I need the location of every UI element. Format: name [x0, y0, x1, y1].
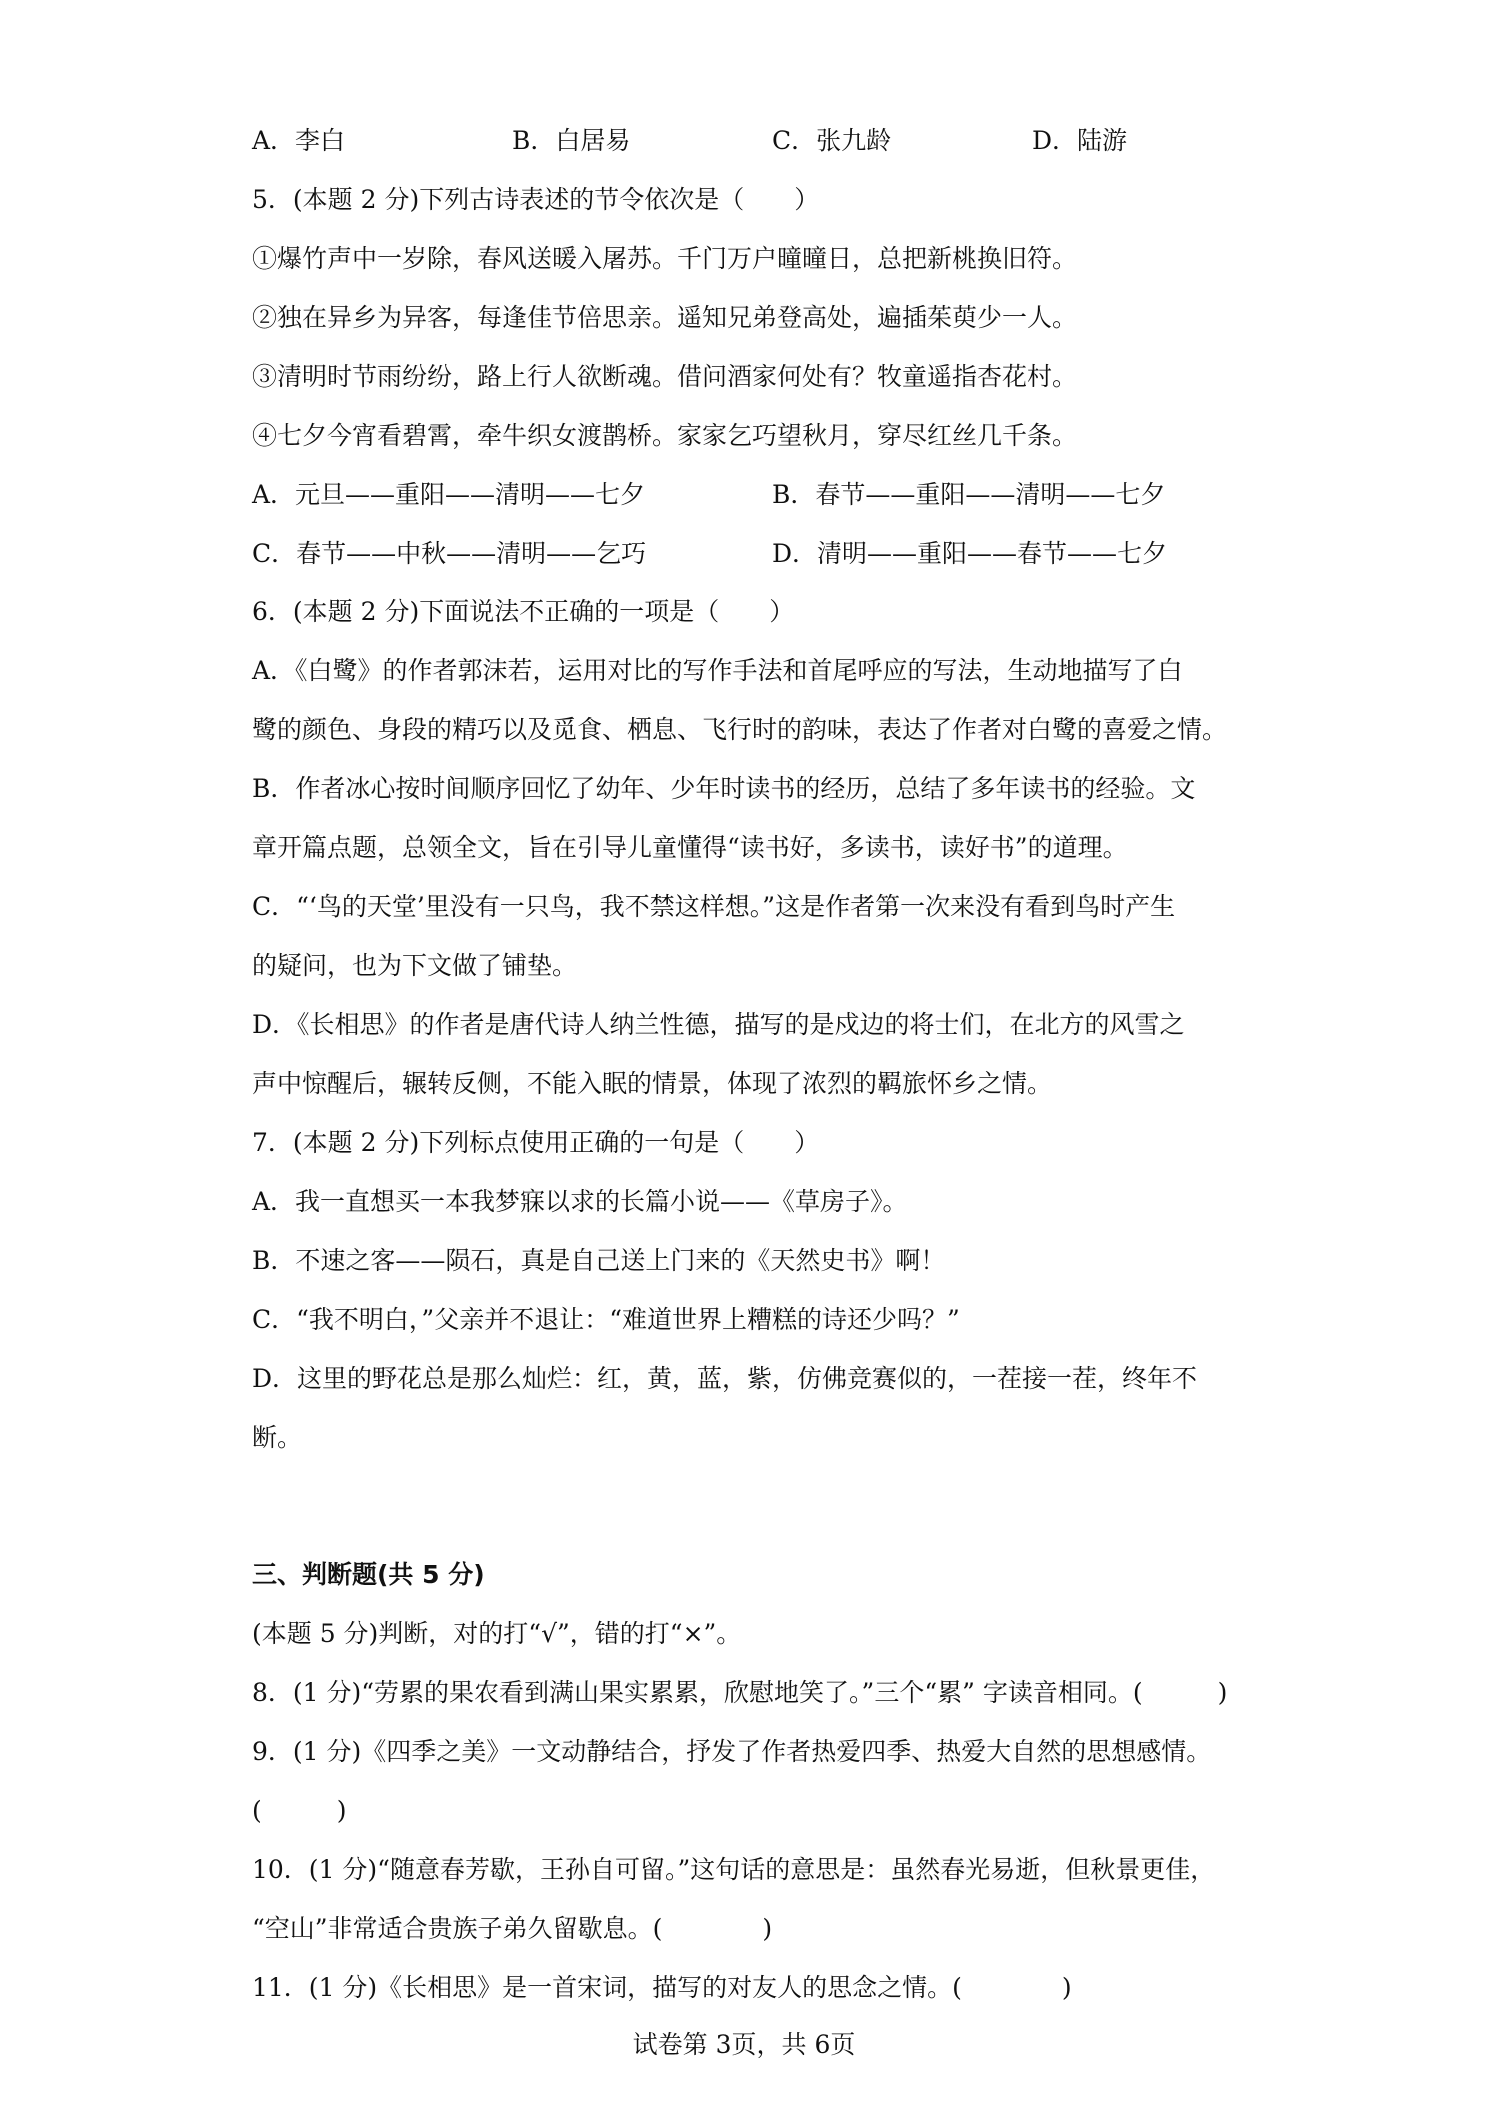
q7-line: B．不速之客——陨石，真是自己送上门来的《天然史书》啊！: [252, 1246, 946, 1275]
q7-line: A．我一直想买一本我梦寐以求的长篇小说——《草房子》。: [252, 1187, 908, 1216]
q4-option-a: A．李白: [252, 126, 346, 155]
section-title: 三、判断题(共 5 分): [252, 1560, 485, 1589]
q5-option-a: A．元旦——重阳——清明——七夕: [252, 480, 646, 509]
judgement-line: 10．(1 分)“随意春芳歇，王孙自可留。”这句话的意思是：虽然春光易逝，但秋景更佳，: [252, 1855, 1216, 1884]
q5-poem-2: ②独在异乡为异客，每逢佳节倍思亲。遥知兄弟登高处，遍插茱萸少一人。: [252, 303, 1078, 332]
q4-option-d: D．陆游: [1032, 126, 1128, 155]
judgement-line: 8．(1 分)“劳累的果农看到满山果实累累，欣慰地笑了。”三个“累” 字读音相同。( ): [252, 1678, 1228, 1707]
q6-line: A．《白鹭》的作者郭沫若，运用对比的写作手法和首尾呼应的写法，生动地描写了白: [252, 656, 1183, 685]
q5-option-d: D．清明——重阳——春节——七夕: [772, 539, 1168, 568]
judgement-line: ( ): [252, 1796, 347, 1825]
q6-line: B．作者冰心按时间顺序回忆了幼年、少年时读书的经历，总结了多年读书的经验。文: [252, 774, 1196, 803]
q5-poem-1: ①爆竹声中一岁除，春风送暖入屠苏。千门万户曈曈日，总把新桃换旧符。: [252, 244, 1078, 273]
page-footer: 试卷第 3页，共 6页: [632, 2030, 856, 2059]
q6-line: C．“‘鸟的天堂’里没有一只鸟，我不禁这样想。”这是作者第一次来没有看到鸟时产生: [252, 892, 1176, 921]
q7-line: D．这里的野花总是那么灿烂：红，黄，蓝，紫，仿佛竞赛似的，一茬接一茬，终年不: [252, 1364, 1198, 1393]
q7-line: 断。: [252, 1423, 303, 1452]
q5-stem: 5．(本题 2 分)下列古诗表述的节令依次是（ ）: [252, 185, 820, 214]
q4-option-c: C．张九龄: [772, 126, 892, 155]
q6-line: 的疑问，也为下文做了铺垫。: [252, 951, 578, 980]
judgement-line: 11．(1 分)《长相思》是一首宋词，描写的对友人的思念之情。( ): [252, 1973, 1072, 2002]
q7-line: C．“我不明白，”父亲并不退让：“难道世界上糟糕的诗还少吗？”: [252, 1305, 960, 1334]
q5-poem-3: ③清明时节雨纷纷，路上行人欲断魂。借问酒家何处有？牧童遥指杏花村。: [252, 362, 1078, 391]
q6-line: 声中惊醒后，辗转反侧，不能入眠的情景，体现了浓烈的羁旅怀乡之情。: [252, 1069, 1053, 1098]
q5-option-b: B．春节——重阳——清明——七夕: [772, 480, 1166, 509]
judgement-line: 9．(1 分)《四季之美》一文动静结合，抒发了作者热爱四季、热爱大自然的思想感情。: [252, 1737, 1212, 1766]
section-intro: (本题 5 分)判断，对的打“√”，错的打“×”。: [252, 1619, 742, 1648]
q6-line: D．《长相思》的作者是唐代诗人纳兰性德，描写的是戍边的将士们，在北方的风雪之: [252, 1010, 1185, 1039]
q6-stem: 6．(本题 2 分)下面说法不正确的一项是（ ）: [252, 597, 795, 626]
q5-poem-4: ④七夕今宵看碧霄，牵牛织女渡鹊桥。家家乞巧望秋月，穿尽红丝几千条。: [252, 421, 1078, 450]
q7-stem: 7．(本题 2 分)下列标点使用正确的一句是（ ）: [252, 1128, 820, 1157]
q4-option-b: B．白居易: [512, 126, 631, 155]
q6-line: 章开篇点题，总领全文，旨在引导儿童懂得“读书好，多读书，读好书”的道理。: [252, 833, 1128, 862]
judgement-line: “空山”非常适合贵族子弟久留歇息。( ): [252, 1914, 773, 1943]
q6-line: 鹭的颜色、身段的精巧以及觅食、栖息、飞行时的韵味，表达了作者对白鹭的喜爱之情。: [252, 715, 1228, 744]
q5-option-c: C．春节——中秋——清明——乞巧: [252, 539, 647, 568]
